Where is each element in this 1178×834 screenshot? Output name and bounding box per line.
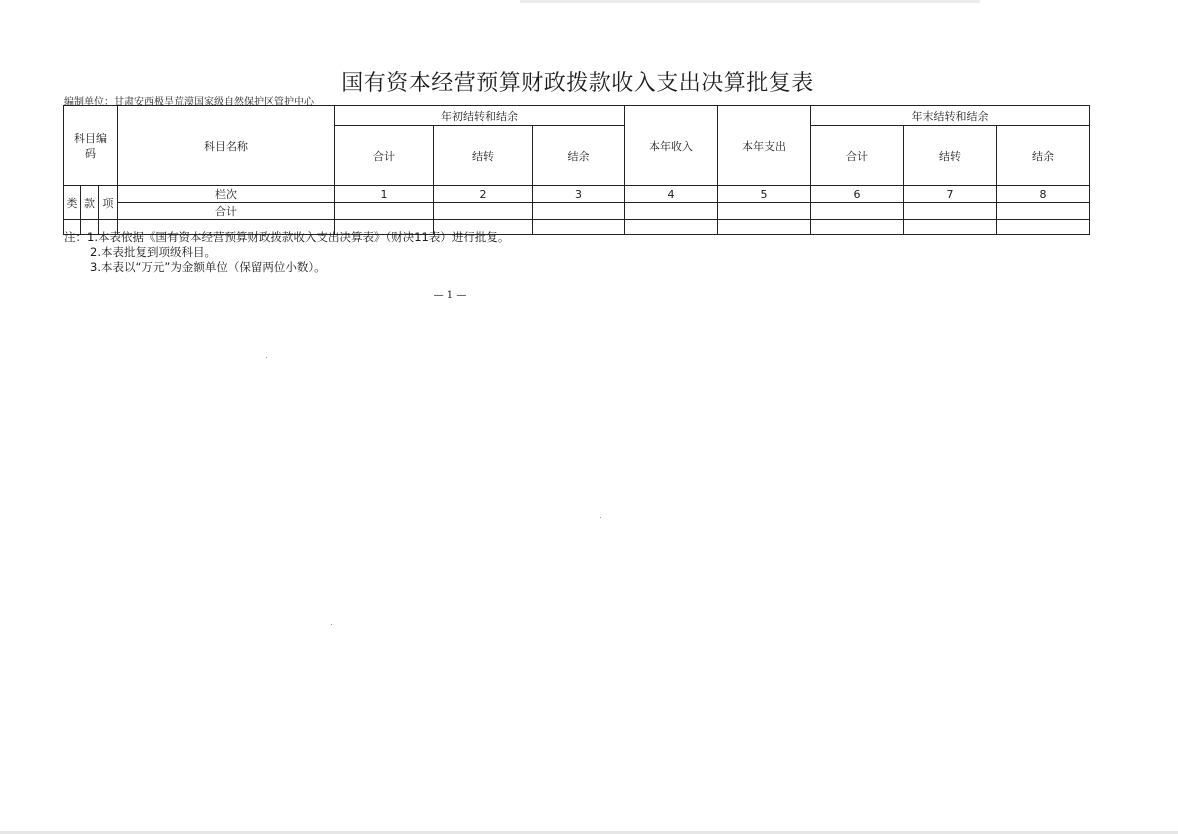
total-cell <box>904 203 997 220</box>
header-begin-group: 年初结转和结余 <box>335 106 625 126</box>
total-row-label: 合计 <box>118 203 335 220</box>
scan-speck <box>600 517 601 518</box>
empty-cell <box>718 220 811 235</box>
column-number-7: 7 <box>904 186 997 203</box>
notes <box>64 230 509 275</box>
document-title: 国有资本经营预算财政拨款收入支出决算批复表 <box>341 71 814 96</box>
column-number-3: 3 <box>533 186 625 203</box>
total-cell <box>335 203 434 220</box>
column-number-6: 6 <box>811 186 904 203</box>
header-income: 本年收入 <box>625 106 718 186</box>
scan-speck <box>266 357 267 358</box>
header-expense: 本年支出 <box>718 106 811 186</box>
scan-edge-top <box>520 0 980 3</box>
column-number-2: 2 <box>434 186 533 203</box>
header-begin-subtotal: 合计 <box>335 126 434 186</box>
total-cell <box>625 203 718 220</box>
column-number-1: 1 <box>335 186 434 203</box>
header-end-group: 年末结转和结余 <box>811 106 1090 126</box>
total-cell <box>811 203 904 220</box>
note-2: 2.本表批复到项级科目。 <box>90 245 216 259</box>
empty-cell <box>997 220 1090 235</box>
column-number-4: 4 <box>625 186 718 203</box>
empty-cell <box>625 220 718 235</box>
header-item: 项 <box>99 186 118 220</box>
empty-cell <box>904 220 997 235</box>
header-subject-name: 科目名称 <box>118 106 335 186</box>
total-cell <box>718 203 811 220</box>
header-class: 类 <box>64 186 81 220</box>
header-end-surplus: 结余 <box>997 126 1090 186</box>
empty-cell <box>533 220 625 235</box>
header-end-carryover: 结转 <box>904 126 997 186</box>
total-cell <box>997 203 1090 220</box>
scan-speck <box>331 624 332 625</box>
column-number-8: 8 <box>997 186 1090 203</box>
header-subject-code: 科目编码 <box>64 106 118 186</box>
header-end-subtotal: 合计 <box>811 126 904 186</box>
header-section: 款 <box>81 186 99 220</box>
total-cell <box>533 203 625 220</box>
column-number-label: 栏次 <box>118 186 335 203</box>
note-3: 3.本表以“万元”为金额单位（保留两位小数）。 <box>90 260 326 274</box>
note-1: 注：1.本表依据《国有资本经营预算财政拨款收入支出决算表》（财决11表）进行批复。 <box>64 230 510 244</box>
unit-label: 编制单位：甘肃安西极旱荒漠国家级自然保护区管护中心 <box>64 97 314 108</box>
header-begin-surplus: 结余 <box>533 126 625 186</box>
total-cell <box>434 203 533 220</box>
approval-table <box>63 105 1090 235</box>
column-number-5: 5 <box>718 186 811 203</box>
empty-cell <box>811 220 904 235</box>
page-number: — 1 — <box>433 290 467 301</box>
header-begin-carryover: 结转 <box>434 126 533 186</box>
